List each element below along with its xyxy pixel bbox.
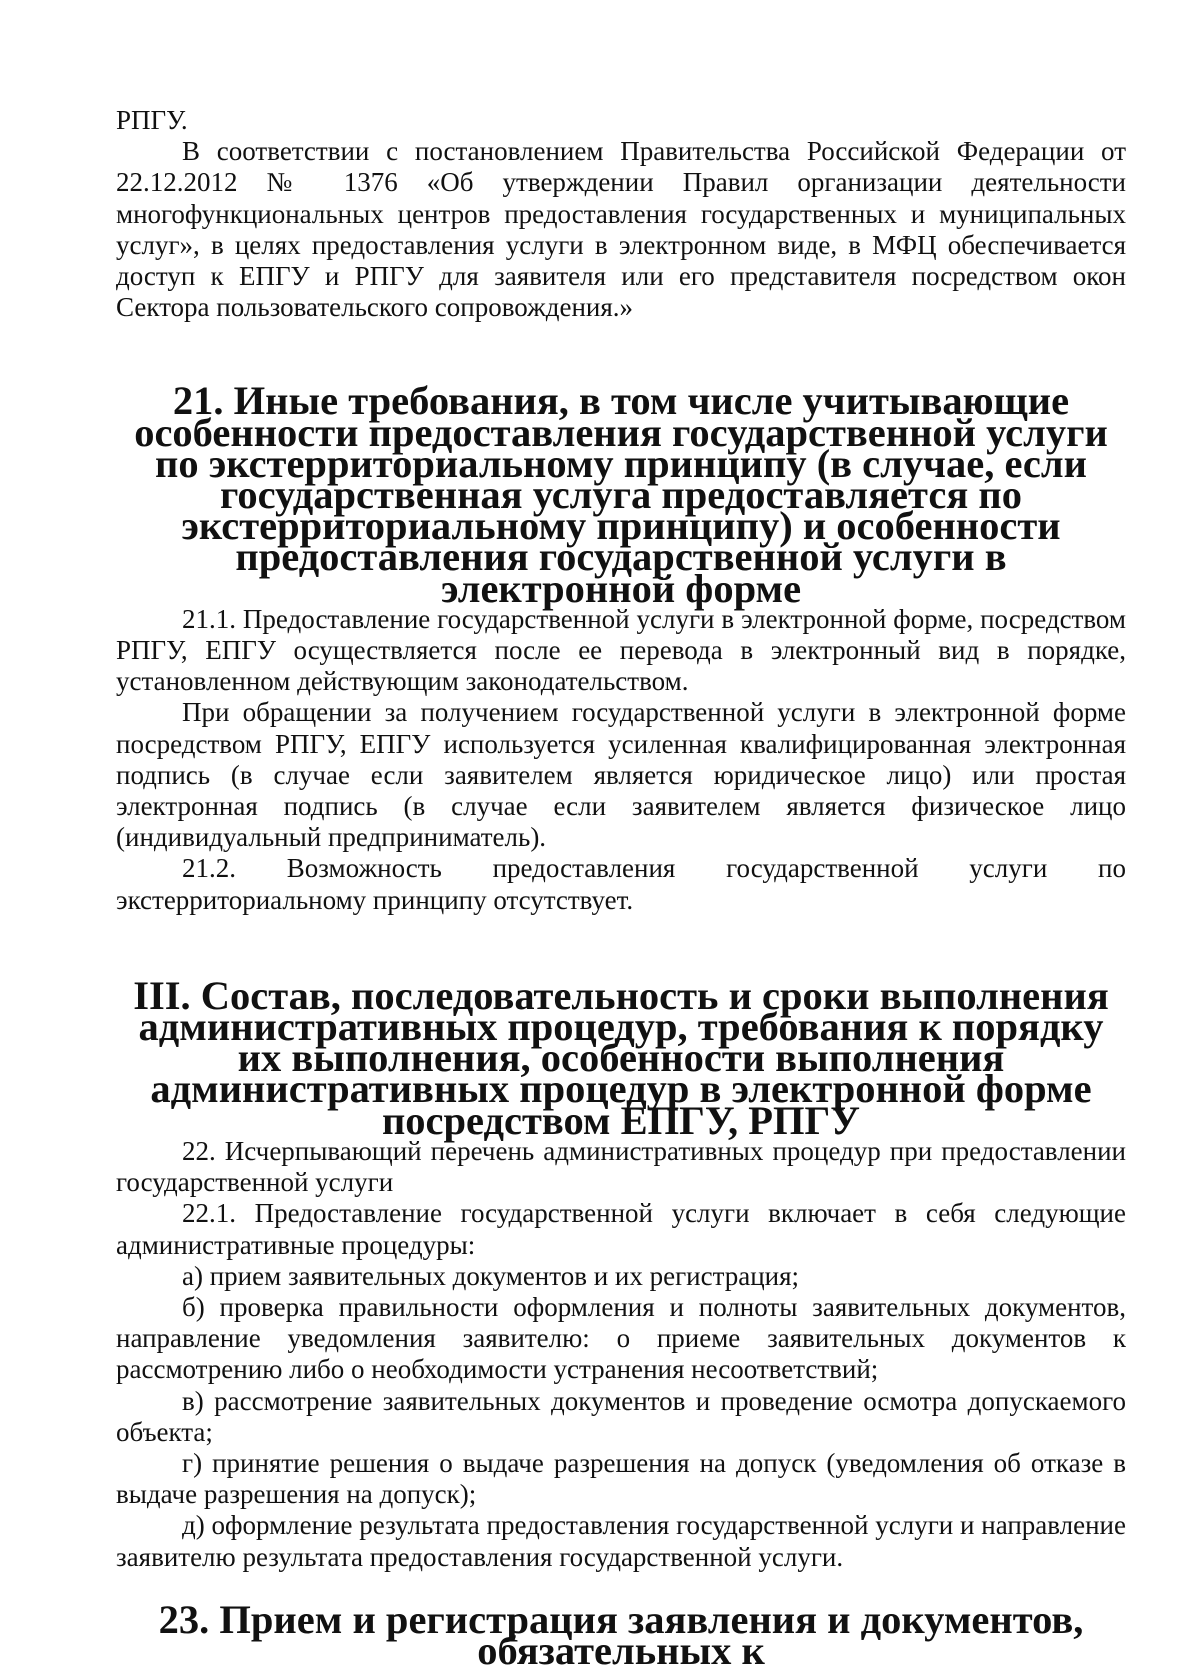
list-item-v: в) рассмотрение заявительных документов и проведение осмотра допускаемого объекта; [116, 1385, 1126, 1447]
paragraph-continuation: РПГУ. [116, 105, 188, 135]
list-item-b: б) проверка правильности оформления и полноты заявительных документов, направление уведомления заявителю: о приеме заявительных документов к рассмотрению либо о необходимости устранения несоответствий; [116, 1291, 1126, 1385]
section-heading-21: 21. Иные требования, в том числе учитывающие особенности предоставления государственной услуги по экстерриториальному принципу (в случае, если государственная услуга предоставляется по экстерриториальному принципу) и особенности предоставления государственной услуги в электронной форме [134, 378, 1108, 611]
paragraph-22: 22. Исчерпывающий перечень административных процедур при предоставлении государственной услуги [116, 1135, 1126, 1198]
spacer [116, 323, 1126, 385]
list-item-g: г) принятие решения о выдаче разрешения на допуск (уведомления об отказе в выдаче разрешения на допуск); [116, 1447, 1126, 1510]
chapter-heading-III: III. Состав, последовательность и сроки выполнения административных процедур, требования к порядку их выполнения, особенности выполнения административных процедур в электронной форме посредством ЕПГУ, РПГУ [133, 972, 1109, 1143]
paragraph-21-2: 21.2. Возможность предоставления государственной услуги по экстерриториальному принципу отсутствует. [116, 853, 1126, 915]
paragraph-21-1-signature: При обращении за получением государственной услуги в электронной форме посредством РПГУ, ЕПГУ используется усиленная квалифицированная электронная подпись (в случае если заявителем является юридическое лицо) или простая электронная подпись (в случае если заявителем является физическое лицо (индивидуальный предприниматель). [116, 697, 1126, 853]
list-item-d: д) оформление результата предоставления государственной услуги и направление заявителю результата предоставления государственной услуги. [116, 1510, 1126, 1572]
paragraph-21-1: 21.1. Предоставление государственной услуги в электронной форме, посредством РПГУ, ЕПГУ осуществляется после ее перевода в электронный вид в порядке, установленном действующим законодательством. [116, 603, 1126, 697]
paragraph-mfc-access: В соответствии с постановлением Правительства Российской Федерации от 22.12.2012 № 1376 «Об утверждении Правил организации деятельности многофункциональных центров предоставления государственных и муниципальных услуг», в целях предоставления услуги в электронном виде, в МФЦ обеспечивается доступ к ЕПГУ и РПГУ для заявителя или его представителя посредством окон Сектора пользовательского сопровождения.» [116, 136, 1126, 323]
section-heading-23: 23. Прием и регистрация заявления и документов, обязательных к [158, 1596, 1084, 1673]
spacer [116, 916, 1126, 980]
list-item-a: а) прием заявительных документов и их регистрация; [182, 1260, 800, 1291]
paragraph-22-1: 22.1. Предоставление государственной услуги включает в себя следующие административные процедуры: [116, 1198, 1126, 1260]
document-body [116, 105, 1126, 1673]
